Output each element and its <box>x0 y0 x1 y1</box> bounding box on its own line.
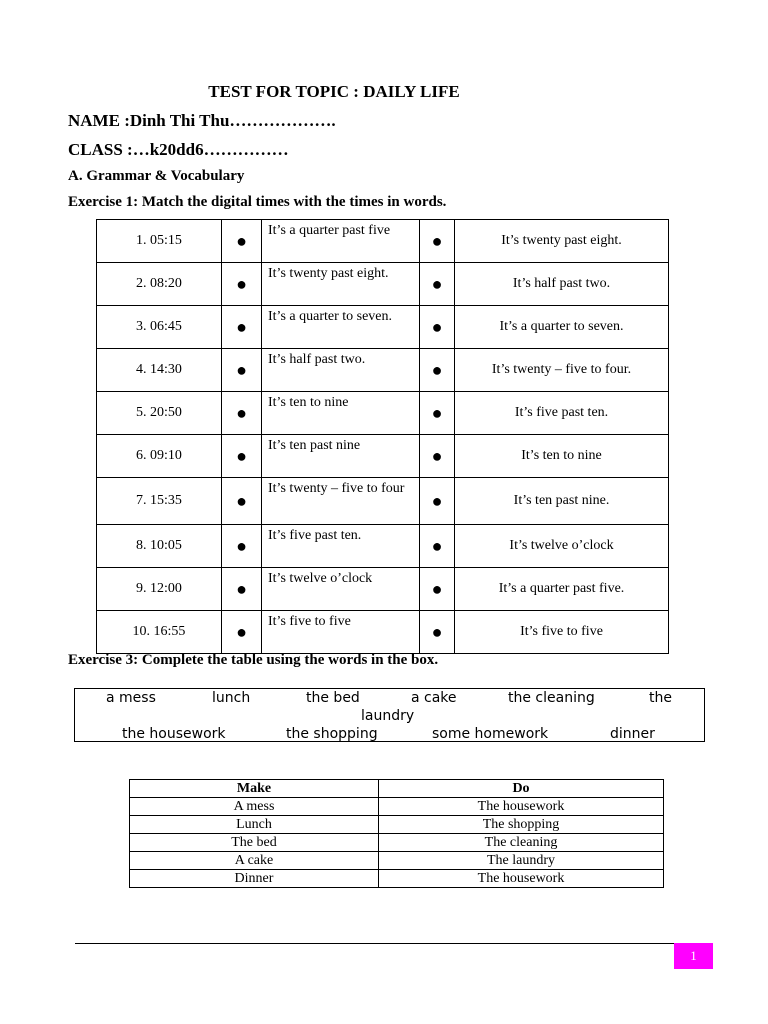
bullet-icon: ● <box>420 392 455 435</box>
make-cell: Dinner <box>130 870 379 888</box>
answer-cell: It’s twenty past eight. <box>455 220 669 263</box>
match-row <box>97 525 669 568</box>
table-row <box>130 834 664 852</box>
exercise3-heading <box>68 652 438 669</box>
bullet-icon: ● <box>222 263 262 306</box>
word-item: dinner <box>610 726 655 742</box>
do-cell: The housework <box>379 870 664 888</box>
phrase-cell: It’s twelve o’clock <box>262 568 420 611</box>
page-title: TEST FOR TOPIC : DAILY LIFE <box>208 82 460 101</box>
phrase-cell: It’s twenty past eight. <box>262 263 420 306</box>
match-row <box>97 263 669 306</box>
time-cell: 2. 08:20 <box>97 263 222 306</box>
word-item: lunch <box>212 690 251 706</box>
bullet-icon: ● <box>420 525 455 568</box>
time-cell: 4. 14:30 <box>97 349 222 392</box>
answer-cell: It’s ten to nine <box>455 435 669 478</box>
phrase-cell: It’s twenty – five to four <box>262 478 420 525</box>
make-cell: A cake <box>130 852 379 870</box>
bullet-icon: ● <box>222 392 262 435</box>
exercise1-instruction: : Match the digital times with the times in words. <box>133 194 447 210</box>
word-item: a cake <box>411 690 457 706</box>
do-header: Do <box>379 780 664 798</box>
bullet-icon: ● <box>222 220 262 263</box>
match-row <box>97 220 669 263</box>
word-item: the housework <box>122 726 226 742</box>
answer-cell: It’s twelve o’clock <box>455 525 669 568</box>
exercise3-instruction: : Complete the table using the words in the box. <box>133 652 439 668</box>
match-row <box>97 568 669 611</box>
exercise1-label: Exercise 1 <box>68 194 134 210</box>
word-item: the bed <box>306 690 360 706</box>
phrase-cell: It’s five past ten. <box>262 525 420 568</box>
bullet-icon: ● <box>420 568 455 611</box>
bullet-icon: ● <box>420 349 455 392</box>
answer-cell: It’s half past two. <box>455 263 669 306</box>
make-cell: Lunch <box>130 816 379 834</box>
match-row <box>97 306 669 349</box>
phrase-cell: It’s a quarter past five <box>262 220 420 263</box>
section-heading: A. Grammar & Vocabulary <box>68 168 245 184</box>
match-row <box>97 435 669 478</box>
phrase-cell: It’s five to five <box>262 611 420 654</box>
table-row <box>130 852 664 870</box>
bullet-icon: ● <box>222 349 262 392</box>
word-item: laundry <box>361 708 415 724</box>
make-cell: The bed <box>130 834 379 852</box>
time-cell: 10. 16:55 <box>97 611 222 654</box>
answer-cell: It’s ten past nine. <box>455 478 669 525</box>
word-item: a mess <box>106 690 156 706</box>
answer-cell: It’s five to five <box>455 611 669 654</box>
match-row <box>97 478 669 525</box>
phrase-cell: It’s a quarter to seven. <box>262 306 420 349</box>
answer-cell: It’s a quarter to seven. <box>455 306 669 349</box>
phrase-cell: It’s ten to nine <box>262 392 420 435</box>
time-cell: 6. 09:10 <box>97 435 222 478</box>
bullet-icon: ● <box>222 611 262 654</box>
word-item: the shopping <box>286 726 378 742</box>
page-number: 1 <box>674 943 713 969</box>
match-row <box>97 611 669 654</box>
bullet-icon: ● <box>222 306 262 349</box>
answer-cell: It’s twenty – five to four. <box>455 349 669 392</box>
time-cell: 9. 12:00 <box>97 568 222 611</box>
exercise1-heading <box>68 194 446 211</box>
table-row <box>130 816 664 834</box>
bullet-icon: ● <box>222 435 262 478</box>
time-cell: 5. 20:50 <box>97 392 222 435</box>
table-row <box>130 870 664 888</box>
answer-cell: It’s five past ten. <box>455 392 669 435</box>
do-cell: The housework <box>379 798 664 816</box>
table-row <box>130 798 664 816</box>
make-cell: A mess <box>130 798 379 816</box>
word-item: the cleaning <box>508 690 595 706</box>
matching-table <box>96 219 669 654</box>
bullet-icon: ● <box>420 306 455 349</box>
bullet-icon: ● <box>420 478 455 525</box>
bullet-icon: ● <box>420 611 455 654</box>
bullet-icon: ● <box>222 525 262 568</box>
time-cell: 3. 06:45 <box>97 306 222 349</box>
match-row <box>97 392 669 435</box>
make-header: Make <box>130 780 379 798</box>
word-item: the <box>649 690 672 706</box>
make-do-table <box>129 779 664 888</box>
time-cell: 1. 05:15 <box>97 220 222 263</box>
do-cell: The laundry <box>379 852 664 870</box>
bullet-icon: ● <box>222 478 262 525</box>
student-name: NAME :Dinh Thi Thu………………. <box>68 111 336 130</box>
bullet-icon: ● <box>420 220 455 263</box>
bullet-icon: ● <box>420 263 455 306</box>
bullet-icon: ● <box>222 568 262 611</box>
student-class: CLASS :…k20dd6…………… <box>68 140 289 159</box>
exercise3-label: Exercise 3 <box>68 652 134 668</box>
word-item: some homework <box>432 726 549 742</box>
time-cell: 7. 15:35 <box>97 478 222 525</box>
word-box <box>74 688 705 742</box>
do-cell: The shopping <box>379 816 664 834</box>
footer-rule <box>75 943 705 944</box>
match-row <box>97 349 669 392</box>
do-cell: The cleaning <box>379 834 664 852</box>
phrase-cell: It’s ten past nine <box>262 435 420 478</box>
time-cell: 8. 10:05 <box>97 525 222 568</box>
phrase-cell: It’s half past two. <box>262 349 420 392</box>
answer-cell: It’s a quarter past five. <box>455 568 669 611</box>
bullet-icon: ● <box>420 435 455 478</box>
